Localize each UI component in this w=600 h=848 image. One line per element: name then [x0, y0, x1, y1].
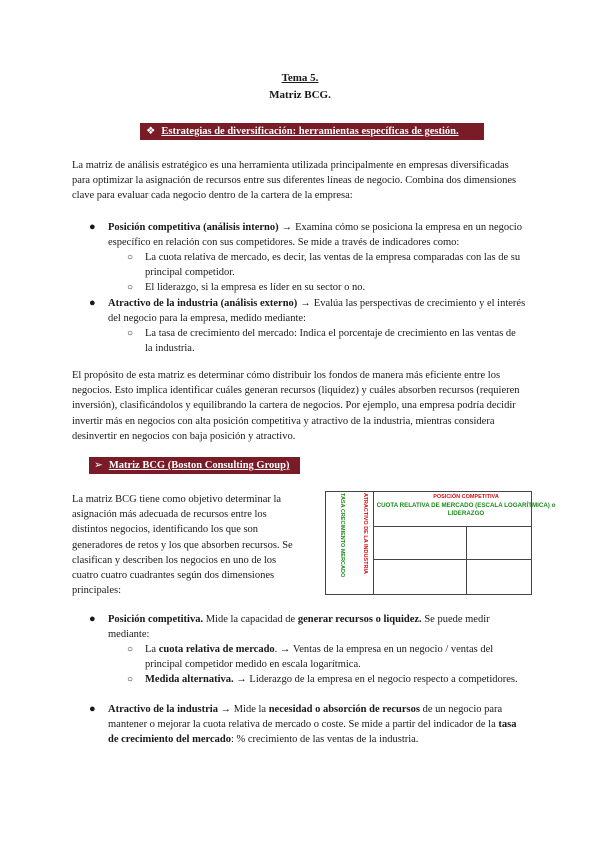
- item-emphasis: necesidad o absorción de recursos: [268, 704, 420, 715]
- item-label: Atractivo de la industria (análisis externo): [108, 298, 298, 309]
- matrix-axis-title-red: POSICIÓN COMPETITIVA: [433, 494, 499, 500]
- item-text: Se puede medir mediante:: [108, 614, 490, 641]
- arrowhead-bullet-icon: ➢: [94, 460, 103, 471]
- section-banner-diversification: [140, 123, 484, 140]
- sub-list-item: [145, 642, 525, 672]
- bcg-intro-paragraph: La matriz BCG tiene como objetivo determinar la asignación más adecuada de recursos entre los distintos negocios, identificando los que son generadores de retos y los que absorben recursos. Se clasifican y describen los negocios en uno de los cuatro cuatro cuadrantes según dos dimensiones principales:: [72, 494, 293, 597]
- diamond-bullet-icon: ❖: [146, 126, 156, 137]
- circle-bullet-icon: ○: [127, 252, 134, 263]
- bullet-icon: ●: [89, 703, 96, 715]
- matrix-divider: [373, 559, 531, 560]
- matrix-axis-title-green: CUOTA RELATIVA DE MERCADO (ESCALA LOGARÍTMICA) o LIDERAZGO: [376, 502, 556, 517]
- matrix-divider: [373, 492, 374, 594]
- item-text: La: [145, 644, 157, 655]
- item-label: Posición competitiva.: [108, 614, 204, 625]
- list-item: [108, 296, 528, 326]
- list-item: [108, 612, 528, 642]
- item-emphasis: generar recursos o liquidez.: [297, 614, 422, 625]
- item-label: Atractivo de la industria: [108, 704, 218, 715]
- topic-heading: Tema 5.: [281, 72, 319, 84]
- bullet-icon: ●: [89, 221, 96, 233]
- purpose-paragraph: El propósito de esta matriz es determinar cómo distribuir los fondos de manera más eficiente entre los negocios. Esto implica identificar cuáles generan recursos (liquidez) y cuáles absorben recursos (requieren inversión), clasificándolos y equilibrando la cartera de negocios. Por ejemplo, una empresa podría decidir invertir más en negocios con alta posición competitiva y atractivo de la industria, mientras considera desinvertir en negocios con baja posición y atractivo.: [72, 370, 520, 442]
- circle-bullet-icon: ○: [127, 282, 134, 293]
- bullet-icon: ●: [89, 297, 96, 309]
- sub-list-item: El liderazgo, si la empresa es líder en su sector o no.: [145, 282, 366, 293]
- circle-bullet-icon: ○: [127, 644, 134, 655]
- sub-list-item: La cuota relativa de mercado, es decir, las ventas de la empresa comparadas con las de su principal competidor.: [145, 252, 521, 279]
- bullet-icon: ●: [89, 613, 96, 625]
- sub-list-item: [145, 672, 525, 687]
- item-label: Posición competitiva (análisis interno): [108, 222, 279, 233]
- matrix-side-label-red: ATRACTIVO DE LA INDUSTRIA: [362, 493, 368, 574]
- item-emphasis: cuota relativa de mercado: [158, 644, 275, 655]
- item-emphasis: tasa de crecimiento del mercado: [108, 719, 517, 746]
- section-title: Matriz BCG (Boston Consulting Group): [108, 460, 290, 471]
- intro-paragraph: La matriz de análisis estratégico es una herramienta utilizada principalmente en empresas diversificadas para optimizar la asignación de recursos entre sus diferentes líneas de negocio. Combina dos dimensiones clave para evaluar cada negocio dentro de la cartera de la empresa:: [72, 160, 517, 202]
- item-text: Examina cómo se posiciona la empresa en un negocio específico en relación con sus competidores. Se mide a través de indicadores como:: [108, 222, 522, 249]
- arrow-icon: →: [300, 298, 311, 309]
- item-text: de un negocio para mantener o mejorar la cuota relativa de mercado o coste. Se mide a partir del indicador de la: [108, 704, 503, 731]
- list-item: [108, 220, 528, 250]
- item-emphasis: Medida alternativa.: [145, 674, 234, 685]
- item-text: → Mide la: [220, 704, 267, 715]
- section-banner-bcg: [89, 457, 300, 474]
- circle-bullet-icon: ○: [127, 674, 134, 685]
- matrix-side-label-green: TASA CRECIMIENTO MERCADO: [339, 493, 345, 578]
- page-title: Matriz BCG.: [269, 89, 331, 101]
- item-text: → Liderazgo de la empresa en el negocio respecto a competidores.: [236, 674, 518, 685]
- circle-bullet-icon: ○: [127, 328, 134, 339]
- matrix-divider: [466, 526, 467, 594]
- sub-list-item: La tasa de crecimiento del mercado: Indica el porcentaje de crecimiento en las ventas de la industria.: [145, 328, 516, 355]
- item-text: : % crecimiento de las ventas de la industria.: [230, 734, 419, 746]
- item-text: Evalúa las perspectivas de crecimiento y el interés del negocio para la empresa, medido mediante:: [108, 298, 526, 325]
- matrix-divider: [373, 526, 531, 527]
- item-text: Mide la capacidad de: [205, 614, 296, 625]
- section-title: Estrategias de diversificación: herramientas específicas de gestión.: [161, 126, 459, 137]
- arrow-icon: →: [281, 222, 293, 233]
- item-text: . → Ventas de la empresa en un negocio / ventas del principal competidor medido en escala logarítmica.: [145, 644, 494, 671]
- list-item: [108, 702, 528, 748]
